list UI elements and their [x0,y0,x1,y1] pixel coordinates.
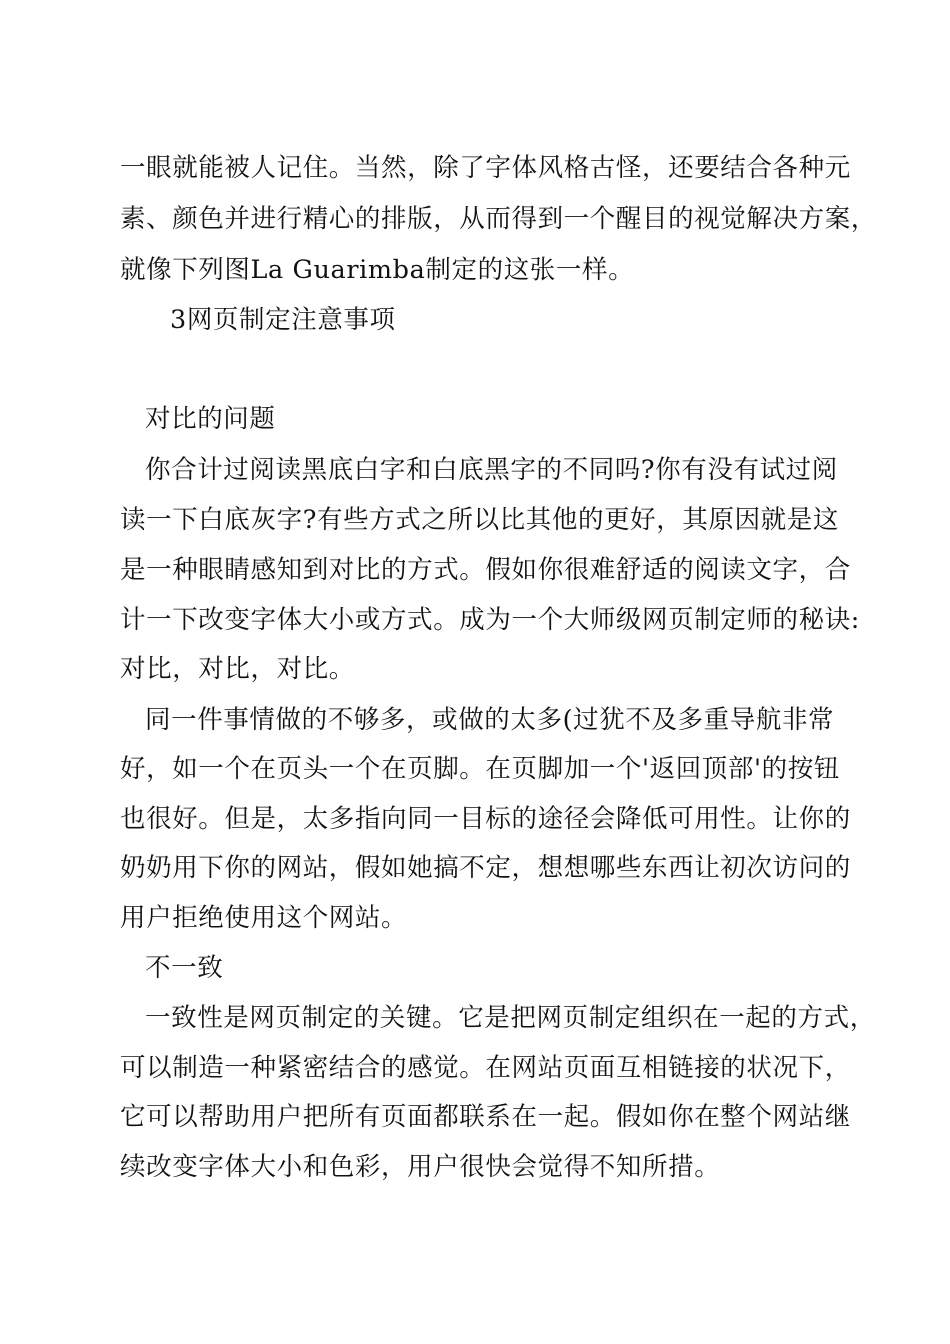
text-line-6: 你合计过阅读黑底白字和白底黑字的不同吗?你有没有试过阅 [145,455,838,485]
text-line-13: 也很好。但是，太多指向同一目标的途径会降低可用性。让你的 [120,804,851,834]
subheading-inconsistency: 不一致 [145,953,224,983]
text-line-1: 一眼就能被人记住。当然，除了字体风格古怪，还要结合各种元 [120,153,851,183]
text-line-9: 计一下改变字体大小或方式。成为一个大师级网页制定师的秘诀: [120,605,860,635]
text-line-18: 可以制造一种紧密结合的感觉。在网站页面互相链接的状况下， [120,1053,851,1083]
text-line-8: 是一种眼睛感知到对比的方式。假如你很难舒适的阅读文字，合 [120,555,851,585]
section-heading: 3网页制定注意事项 [170,305,396,335]
text-line-15: 用户拒绝使用这个网站。 [120,903,408,933]
text-line-20: 续改变字体大小和色彩，用户很快会觉得不知所措。 [120,1152,721,1182]
text-line-2: 素、颜色并进行精心的排版，从而得到一个醒目的视觉解决方案， [120,204,877,234]
text-line-10: 对比，对比，对比。 [120,654,355,684]
subheading-contrast: 对比的问题 [145,404,276,434]
text-line-19: 它可以帮助用户把所有页面都联系在一起。假如你在整个网站继 [120,1102,851,1132]
text-line-14: 奶奶用下你的网站，假如她搞不定，想想哪些东西让初次访问的 [120,853,851,883]
text-line-17: 一致性是网页制定的关键。它是把网页制定组织在一起的方式， [145,1003,876,1033]
text-line-3: 就像下列图La Guarimba制定的这张一样。 [120,255,635,285]
text-line-11: 同一件事情做的不够多，或做的太多(过犹不及多重导航非常 [145,705,835,735]
text-line-12: 好，如一个在页头一个在页脚。在页脚加一个'返回顶部'的按钮 [120,754,840,784]
text-line-7: 读一下白底灰字?有些方式之所以比其他的更好，其原因就是这 [120,505,839,535]
